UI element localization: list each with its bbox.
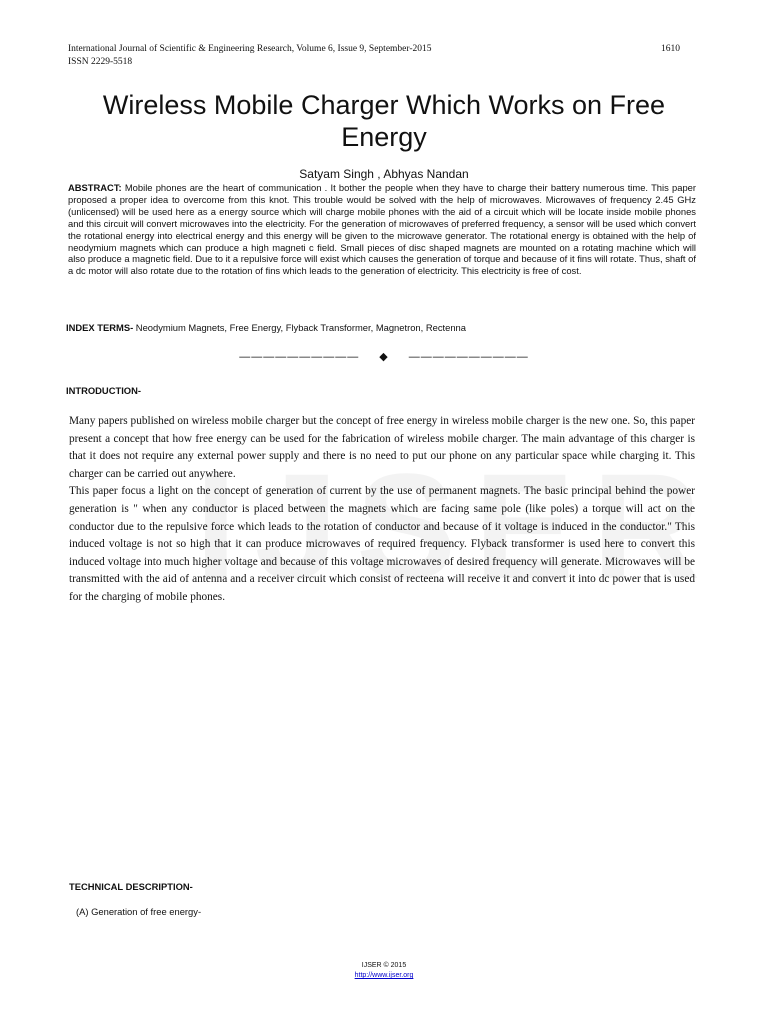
footer-copyright: IJSER © 2015 <box>361 962 407 969</box>
index-terms-label: INDEX TERMS- <box>66 322 134 333</box>
paper-title: Wireless Mobile Charger Which Works on Free Energy <box>102 90 666 152</box>
page-number: 1610 <box>661 44 680 54</box>
section-divider <box>0 350 768 363</box>
page-footer <box>0 961 768 981</box>
journal-citation: International Journal of Scientific & Engineering Research, Volume 6, Issue 9, September-2015 <box>68 44 432 54</box>
divider-left-rule: —————————— <box>239 351 360 363</box>
introduction-heading: INTRODUCTION- <box>66 385 141 396</box>
introduction-paragraph: Many papers published on wireless mobile charger but the concept of free energy in wireless mobile charger is the new one. So, this paper present a concept that how free energy can be used for the fabrication of wireless mobile charger. The main advantage of this charger is that it does not require any external power supply and there is no need to put our phone on any particular space while charging it. This charger can be carried out anywhere. <box>69 415 695 480</box>
abstract <box>68 182 696 277</box>
authors: Satyam Singh , Abhyas Nandan <box>299 167 469 181</box>
diamond-icon: ◆ <box>379 351 389 363</box>
abstract-text: Mobile phones are the heart of communication . It bother the people when they have to charge their battery numerous time. This paper proposed a proper idea to overcome from this knot. This trouble would be solved with the help of microwaves. Microwaves of frequency 2.45 GHz (unlicensed) will be used here as a energy source which will charge mobile phones with the aid of a circuit which will be locate inside mobile phones and this circuit will convert microwaves into the electricity. For the generation of microwaves of preferred frequency, a sensor will be used which convert the rotational energy into electrical energy and this energy will be given to the microwave generator. The rotational energy is obtained with the help of neodymium magnets which can produce a high magneti c field. Small pieces of disc shaped magnets are mounted on a rotating machine which will also produce a magnetic field. Due to it a repulsive force will exist which causes the generation of torque and because of it fins will rotate. Thus, shaft of a dc motor will also rotate due to the rotation of fins which leads to the generation of electricity. This electricity is free of cost. <box>68 182 696 277</box>
introduction-body <box>69 413 695 607</box>
technical-description-heading: TECHNICAL DESCRIPTION- <box>69 881 193 892</box>
journal-header <box>68 44 680 54</box>
index-terms <box>66 322 706 333</box>
index-terms-text: Neodymium Magnets, Free Energy, Flyback Transformer, Magnetron, Rectenna <box>133 322 466 333</box>
divider-right-rule: —————————— <box>408 351 529 363</box>
issn: ISSN 2229-5518 <box>68 57 133 67</box>
subsection-heading: (A) Generation of free energy- <box>76 906 202 917</box>
abstract-label: ABSTRACT: <box>68 182 122 193</box>
introduction-paragraph: This paper focus a light on the concept of generation of current by the use of permanent magnets. The basic principal behind the power generation is " when any conductor is placed between the magnets which are facing same pole (like poles) a torque will act on the conductor due to the repulsive force which leads to the rotation of conductor and because of it voltage is induced in the conductor." This induced voltage is not so high that it can produce microwaves of required frequency. Flyback transformer is used here to convert this induced voltage into much higher voltage and because of this voltage microwaves of desired frequency will generate. Microwaves will be transmitted with the aid of antenna and a receiver circuit which consist of recteena will receive it and convert it into dc power that is used for the charging of mobile phones. <box>69 485 695 603</box>
footer-link[interactable]: http://www.ijser.org <box>354 972 414 979</box>
